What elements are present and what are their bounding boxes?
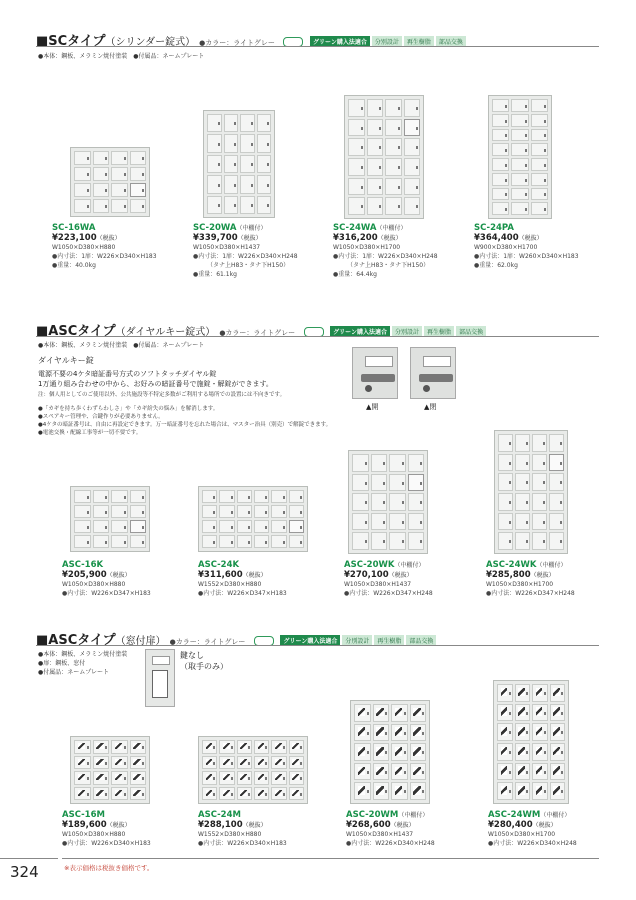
section-title: ■ASCタイプ bbox=[36, 633, 116, 648]
model-name: ASC-24WM bbox=[488, 810, 541, 820]
feature-item: ●「カギを持ち歩くわずらわしさ」や「カギ紛失の悩み」を解消します。 bbox=[38, 406, 219, 412]
tag: グリーン購入法適合 bbox=[310, 36, 370, 47]
color-label: ●カラー：ライトグレー bbox=[169, 638, 246, 646]
tag: 分別設計 bbox=[392, 326, 422, 337]
color-label: ●カラー：ライトグレー bbox=[219, 329, 296, 337]
eco-mark-icon bbox=[254, 636, 274, 646]
product-sc-16wa bbox=[52, 223, 157, 270]
spec-text: ●本体：鋼板、メラミン焼付塗装 ●付属品：ネームプレート bbox=[38, 342, 205, 349]
product-asc-16k bbox=[62, 560, 151, 598]
spec-text: ●本体：鋼板、メラミン焼付塗装 bbox=[38, 651, 128, 658]
product-asc-20wk bbox=[344, 560, 433, 598]
locker-image-asc-24m bbox=[198, 736, 308, 804]
tax-label: （税抜） bbox=[377, 235, 402, 242]
locker-image-sc-24wa bbox=[344, 95, 424, 219]
inner-size-detail: （タナ上H83・タナ下H150） bbox=[207, 262, 290, 269]
model-note: （中棚付） bbox=[398, 812, 429, 819]
product-asc-24k bbox=[198, 560, 287, 598]
lock-description: 1万通り組み合わせの中から、お好みの暗証番号で施錠・解錠ができます。 bbox=[38, 380, 273, 388]
product-sc-24wa bbox=[333, 223, 438, 279]
feature-item: ●電池交換・配線工事等が一切不要です。 bbox=[38, 430, 142, 436]
inner-size-detail: （タナ上H83・タナ下H150） bbox=[347, 262, 430, 269]
locker-image-asc-20wk bbox=[348, 450, 428, 554]
model-note: （中棚付） bbox=[536, 562, 567, 569]
tax-label: （税抜） bbox=[237, 235, 262, 242]
dimensions: W1050×D380×H880 bbox=[62, 831, 126, 838]
dial-open-label: ▲開 bbox=[366, 403, 379, 411]
price: ¥268,600 bbox=[346, 820, 391, 830]
model-name: ASC-20WK bbox=[344, 560, 395, 570]
tax-label: （税抜） bbox=[518, 235, 543, 242]
tag: 分別設計 bbox=[372, 36, 402, 47]
product-asc-16m bbox=[62, 810, 151, 848]
inner-size: ●内寸法：W226×D347×H183 bbox=[62, 590, 151, 597]
window-door-detail-image bbox=[145, 649, 175, 707]
inner-size: ●内寸法：W226×D340×H183 bbox=[62, 840, 151, 847]
inner-size: ●内寸法：W226×D347×H183 bbox=[198, 590, 287, 597]
inner-size: ●内寸法：1扉：W226×D340×H248 bbox=[333, 253, 438, 260]
locker-image-sc-16wa bbox=[70, 147, 150, 217]
tag: 部品交換 bbox=[456, 326, 486, 337]
tag: 分別設計 bbox=[342, 635, 372, 646]
section-divider bbox=[36, 645, 599, 646]
price: ¥205,900 bbox=[62, 570, 107, 580]
model-name: ASC-24K bbox=[198, 560, 240, 570]
product-asc-24m bbox=[198, 810, 287, 848]
inner-size: ●内寸法：W226×D340×H248 bbox=[346, 840, 435, 847]
locker-image-asc-24wm bbox=[493, 680, 569, 804]
tag: 再生樹脂 bbox=[374, 635, 404, 646]
feature-item: ●スペアキー管理や、合鍵作りが必要ありません。 bbox=[38, 414, 164, 420]
footer-rule-left bbox=[0, 858, 58, 859]
model-note: （中棚付） bbox=[394, 562, 425, 569]
section-divider bbox=[36, 46, 599, 47]
spec-text: ●扉：鋼板、窓付 bbox=[38, 660, 86, 667]
section-divider bbox=[36, 336, 599, 337]
spec-text: ●付属品：ネームプレート bbox=[38, 669, 109, 676]
price: ¥270,100 bbox=[344, 570, 389, 580]
dimensions: W1050×D380×H1700 bbox=[486, 581, 554, 588]
tax-label: （税抜） bbox=[106, 572, 131, 579]
section-title: ■ASCタイプ bbox=[36, 324, 116, 339]
price: ¥339,700 bbox=[193, 233, 238, 243]
dial-lock-open-image bbox=[352, 347, 398, 399]
footer-rule bbox=[62, 858, 599, 859]
dimensions: W1050×D380×H1437 bbox=[193, 244, 261, 251]
model-note: （中棚付） bbox=[540, 812, 571, 819]
locker-image-sc-20wa bbox=[203, 110, 275, 218]
locker-image-sc-24pa bbox=[488, 95, 552, 219]
lock-description: 電源不要の4ケタ暗証番号方式のソフトタッチダイヤル錠 bbox=[38, 370, 217, 378]
model-name: ASC-16M bbox=[62, 810, 105, 820]
product-asc-20wm bbox=[346, 810, 435, 848]
model-note: （中棚付） bbox=[376, 225, 407, 232]
price: ¥280,400 bbox=[488, 820, 533, 830]
eco-mark-icon bbox=[283, 37, 303, 47]
tax-label: （税抜） bbox=[242, 572, 267, 579]
tax-label: （税抜） bbox=[242, 822, 267, 829]
price: ¥364,400 bbox=[474, 233, 519, 243]
model-name: SC-16WA bbox=[52, 223, 96, 233]
weight: ●重量：62.0kg bbox=[474, 262, 518, 269]
dimensions: W1050×D380×H880 bbox=[62, 581, 126, 588]
locker-image-asc-16k bbox=[70, 486, 150, 552]
locker-image-asc-24wk bbox=[494, 430, 568, 554]
inner-size: ●内寸法：1扉：W226×D340×H183 bbox=[52, 253, 157, 260]
dimensions: W1050×D380×H1700 bbox=[488, 831, 556, 838]
tax-label: （税抜） bbox=[530, 572, 555, 579]
section-title: ■SCタイプ bbox=[36, 34, 106, 49]
tax-label: （税抜） bbox=[390, 822, 415, 829]
product-asc-24wk bbox=[486, 560, 575, 598]
inner-size: ●内寸法：1扉：W226×D340×H248 bbox=[193, 253, 298, 260]
inner-size: ●内寸法：W226×D340×H248 bbox=[488, 840, 577, 847]
price: ¥223,100 bbox=[52, 233, 97, 243]
model-name: SC-20WA bbox=[193, 223, 237, 233]
tax-label: （税抜） bbox=[388, 572, 413, 579]
price-note: ※表示価格は税抜き価格です。 bbox=[64, 864, 154, 872]
lock-title: ダイヤルキー錠 bbox=[38, 356, 94, 365]
section-subtitle: （窓付扉） bbox=[115, 636, 166, 647]
model-name: ASC-24WK bbox=[486, 560, 537, 570]
section-subtitle: （シリンダー錠式） bbox=[105, 37, 196, 48]
dimensions: W900×D380×H1700 bbox=[474, 244, 538, 251]
locker-image-asc-16m bbox=[70, 736, 150, 804]
dimensions: W1050×D380×H1437 bbox=[344, 581, 412, 588]
eco-mark-icon bbox=[304, 327, 324, 337]
model-name: SC-24PA bbox=[474, 223, 514, 233]
weight: ●重量：64.4kg bbox=[333, 271, 377, 278]
model-note: （中棚付） bbox=[236, 225, 267, 232]
inner-size: ●内寸法：W226×D340×H183 bbox=[198, 840, 287, 847]
model-name: ASC-20WM bbox=[346, 810, 399, 820]
price: ¥285,800 bbox=[486, 570, 531, 580]
dial-closed-label: ▲閉 bbox=[424, 403, 437, 411]
keyless-label: 鍵なし bbox=[180, 651, 204, 660]
tag: 部品交換 bbox=[436, 36, 466, 47]
weight: ●重量：40.0kg bbox=[52, 262, 96, 269]
inner-size: ●内寸法：W226×D347×H248 bbox=[344, 590, 433, 597]
section-subtitle: （ダイヤルキー錠式） bbox=[115, 327, 216, 338]
product-asc-24wm bbox=[488, 810, 577, 848]
inner-size: ●内寸法：1扉：W260×D340×H183 bbox=[474, 253, 579, 260]
product-sc-20wa bbox=[193, 223, 298, 279]
tag: 再生樹脂 bbox=[404, 36, 434, 47]
model-name: SC-24WA bbox=[333, 223, 377, 233]
keyless-note: （取手のみ） bbox=[180, 662, 228, 671]
dimensions: W1050×D380×H1437 bbox=[346, 831, 414, 838]
product-sc-24pa bbox=[474, 223, 579, 270]
locker-image-asc-24k bbox=[198, 486, 308, 552]
tag: グリーン購入法適合 bbox=[280, 635, 340, 646]
price: ¥311,600 bbox=[198, 570, 243, 580]
color-label: ●カラー：ライトグレー bbox=[199, 39, 275, 47]
tax-label: （税抜） bbox=[106, 822, 131, 829]
dimensions: W1552×D380×H880 bbox=[198, 831, 262, 838]
feature-item: ●4ケタの暗証番号は、自由に再設定できます。万一暗証番号を忘れた場合は、マスター治具（別売）で解錠できます。 bbox=[38, 422, 332, 428]
dimensions: W1552×D380×H880 bbox=[198, 581, 262, 588]
model-name: ASC-16K bbox=[62, 560, 104, 570]
spec-text: ●本体：鋼板、メラミン焼付塗装 ●付属品：ネームプレート bbox=[38, 53, 205, 60]
inner-size: ●内寸法：W226×D347×H248 bbox=[486, 590, 575, 597]
lock-caution: 注：個人用としてのご使用以外、公共施設等不特定多数がご利用する場所での設置には不向きです。 bbox=[38, 392, 286, 398]
tag: グリーン購入法適合 bbox=[330, 326, 390, 337]
tag: 部品交換 bbox=[406, 635, 436, 646]
model-name: ASC-24M bbox=[198, 810, 241, 820]
price: ¥189,600 bbox=[62, 820, 107, 830]
dimensions: W1050×D380×H880 bbox=[52, 244, 116, 251]
weight: ●重量：61.1kg bbox=[193, 271, 237, 278]
locker-image-asc-20wm bbox=[350, 700, 430, 804]
dial-lock-closed-image bbox=[410, 347, 456, 399]
page-number: 324 bbox=[10, 863, 39, 881]
tax-label: （税抜） bbox=[532, 822, 557, 829]
price: ¥288,100 bbox=[198, 820, 243, 830]
tag: 再生樹脂 bbox=[424, 326, 454, 337]
dimensions: W1050×D380×H1700 bbox=[333, 244, 401, 251]
price: ¥316,200 bbox=[333, 233, 378, 243]
tax-label: （税抜） bbox=[96, 235, 121, 242]
